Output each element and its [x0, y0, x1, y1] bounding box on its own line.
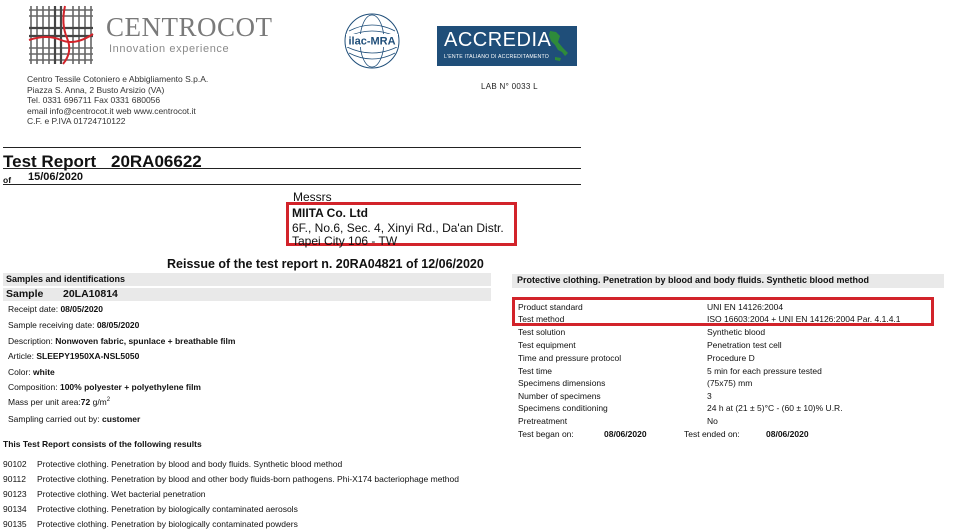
report-title: Test Report — [3, 152, 97, 171]
results-heading: This Test Report consists of the following results — [3, 439, 202, 449]
result-description: Protective clothing. Penetration by blood and other body fluids-born pathogens. Phi-X174 bacteriophage method — [37, 474, 459, 484]
lab-number: LAB N° 0033 L — [481, 82, 538, 91]
field-mass-per-unit-area: Mass per unit area:72 $g/m^2$ — [8, 397, 111, 407]
brand-tagline: Innovation experience — [109, 43, 230, 55]
test-began-date: 08/06/2020 — [604, 429, 647, 439]
samples-section-title: Samples and identifications — [6, 274, 126, 284]
accredia-subtitle: L'ENTE ITALIANO DI ACCREDITAMENTO — [444, 54, 550, 60]
test-began-label: Test began on: — [518, 429, 574, 439]
report-number: 20RA06622 — [111, 152, 202, 171]
property-key: Test method — [518, 314, 565, 324]
property-key: Test time — [518, 366, 553, 376]
property-value: 3 — [707, 391, 712, 401]
property-value: (75x75) mm — [707, 378, 753, 388]
result-code: 90123 — [3, 489, 27, 499]
property-key: Specimens conditioning — [518, 403, 608, 413]
result-code: 90134 — [3, 504, 27, 514]
result-code: 90135 — [3, 519, 27, 529]
result-description: Protective clothing. Penetration by biologically contaminated powders — [37, 519, 298, 529]
property-key: Time and pressure protocol — [518, 353, 622, 363]
report-of-label: of — [3, 175, 12, 185]
field-description: Description: Nonwoven fabric, spunlace + breathable film — [8, 336, 236, 346]
field-sample-receiving-date: Sample receiving date: 08/05/2020 — [8, 320, 140, 330]
property-value: Procedure D — [707, 353, 755, 363]
property-key: Number of specimens — [518, 391, 601, 401]
property-key: Product standard — [518, 302, 583, 312]
result-code: 90102 — [3, 459, 27, 469]
property-value: 5 min for each pressure tested — [707, 366, 822, 376]
centrocot-grid-logo — [27, 4, 95, 66]
company-line: email info@centrocot.it web www.centrocot.it — [27, 105, 196, 116]
accredia-logo — [437, 26, 577, 66]
property-value: Synthetic blood — [707, 327, 766, 337]
reissue-notice: Reissue of the test report n. 20RA04821 of 12/06/2020 — [167, 257, 484, 271]
report-date: 15/06/2020 — [28, 171, 84, 183]
property-value: ISO 16603:2004 + UNI EN 14126:2004 Par. 4.1.4.1 — [707, 314, 901, 324]
field-composition: Composition: 100% polyester + polyethylene film — [8, 382, 201, 392]
field-article: Article: SLEEPY1950XA-NSL5050 — [8, 351, 140, 361]
company-line: C.F. e P.IVA 01724710122 — [27, 116, 126, 127]
test-ended-label: Test ended on: — [684, 429, 740, 439]
company-address — [27, 74, 208, 127]
sample-code: 20LA10814 — [63, 288, 118, 300]
property-key: Pretreatment — [518, 416, 568, 426]
brand-name: CENTROCOT — [106, 12, 273, 42]
method-section-title: Protective clothing. Penetration by blood and body fluids. Synthetic blood method — [517, 275, 870, 285]
property-value: UNI EN 14126:2004 — [707, 302, 784, 312]
field-sampling-by: Sampling carried out by: customer — [8, 414, 141, 424]
client-name: MIITA Co. Ltd — [292, 206, 368, 220]
sample-label: Sample — [6, 288, 44, 300]
messrs-label: Messrs — [293, 190, 332, 204]
client-address-line: Tapei City 106 - TW — [292, 234, 398, 248]
date-underline — [3, 184, 581, 185]
accredia-title: ACCREDIA — [444, 29, 552, 51]
property-key: Test solution — [518, 327, 566, 337]
property-value: Penetration test cell — [707, 340, 782, 350]
ilac-mra-text: ilac-MRA — [348, 35, 396, 48]
property-key: Specimens dimensions — [518, 378, 606, 388]
result-code: 90112 — [3, 474, 27, 484]
property-key: Test equipment — [518, 340, 576, 350]
test-ended-date: 08/06/2020 — [766, 429, 809, 439]
property-value: 24 h at (21 ± 5)°C - (60 ± 10)% U.R. — [707, 403, 843, 413]
client-address-line: 6F., No.6, Sec. 4, Xinyi Rd., Da'an Distr. — [292, 221, 504, 235]
company-line: Tel. 0331 696711 Fax 0331 680056 — [27, 95, 161, 106]
ilac-mra-seal — [337, 11, 407, 71]
property-value: No — [707, 416, 718, 426]
result-description: Protective clothing. Penetration by blood and body fluids. Synthetic blood method — [37, 459, 343, 469]
result-description: Protective clothing. Wet bacterial penetration — [37, 489, 206, 499]
field-color: Color: white — [8, 367, 55, 377]
field-receipt-date: Receipt date: 08/05/2020 — [8, 304, 103, 314]
result-description: Protective clothing. Penetration by biologically contaminated aerosols — [37, 504, 298, 514]
header-divider — [3, 147, 581, 148]
company-line: Piazza S. Anna, 2 Busto Arsizio (VA) — [27, 84, 165, 95]
company-line: Centro Tessile Cotoniero e Abbigliamento S.p.A. — [27, 74, 209, 84]
